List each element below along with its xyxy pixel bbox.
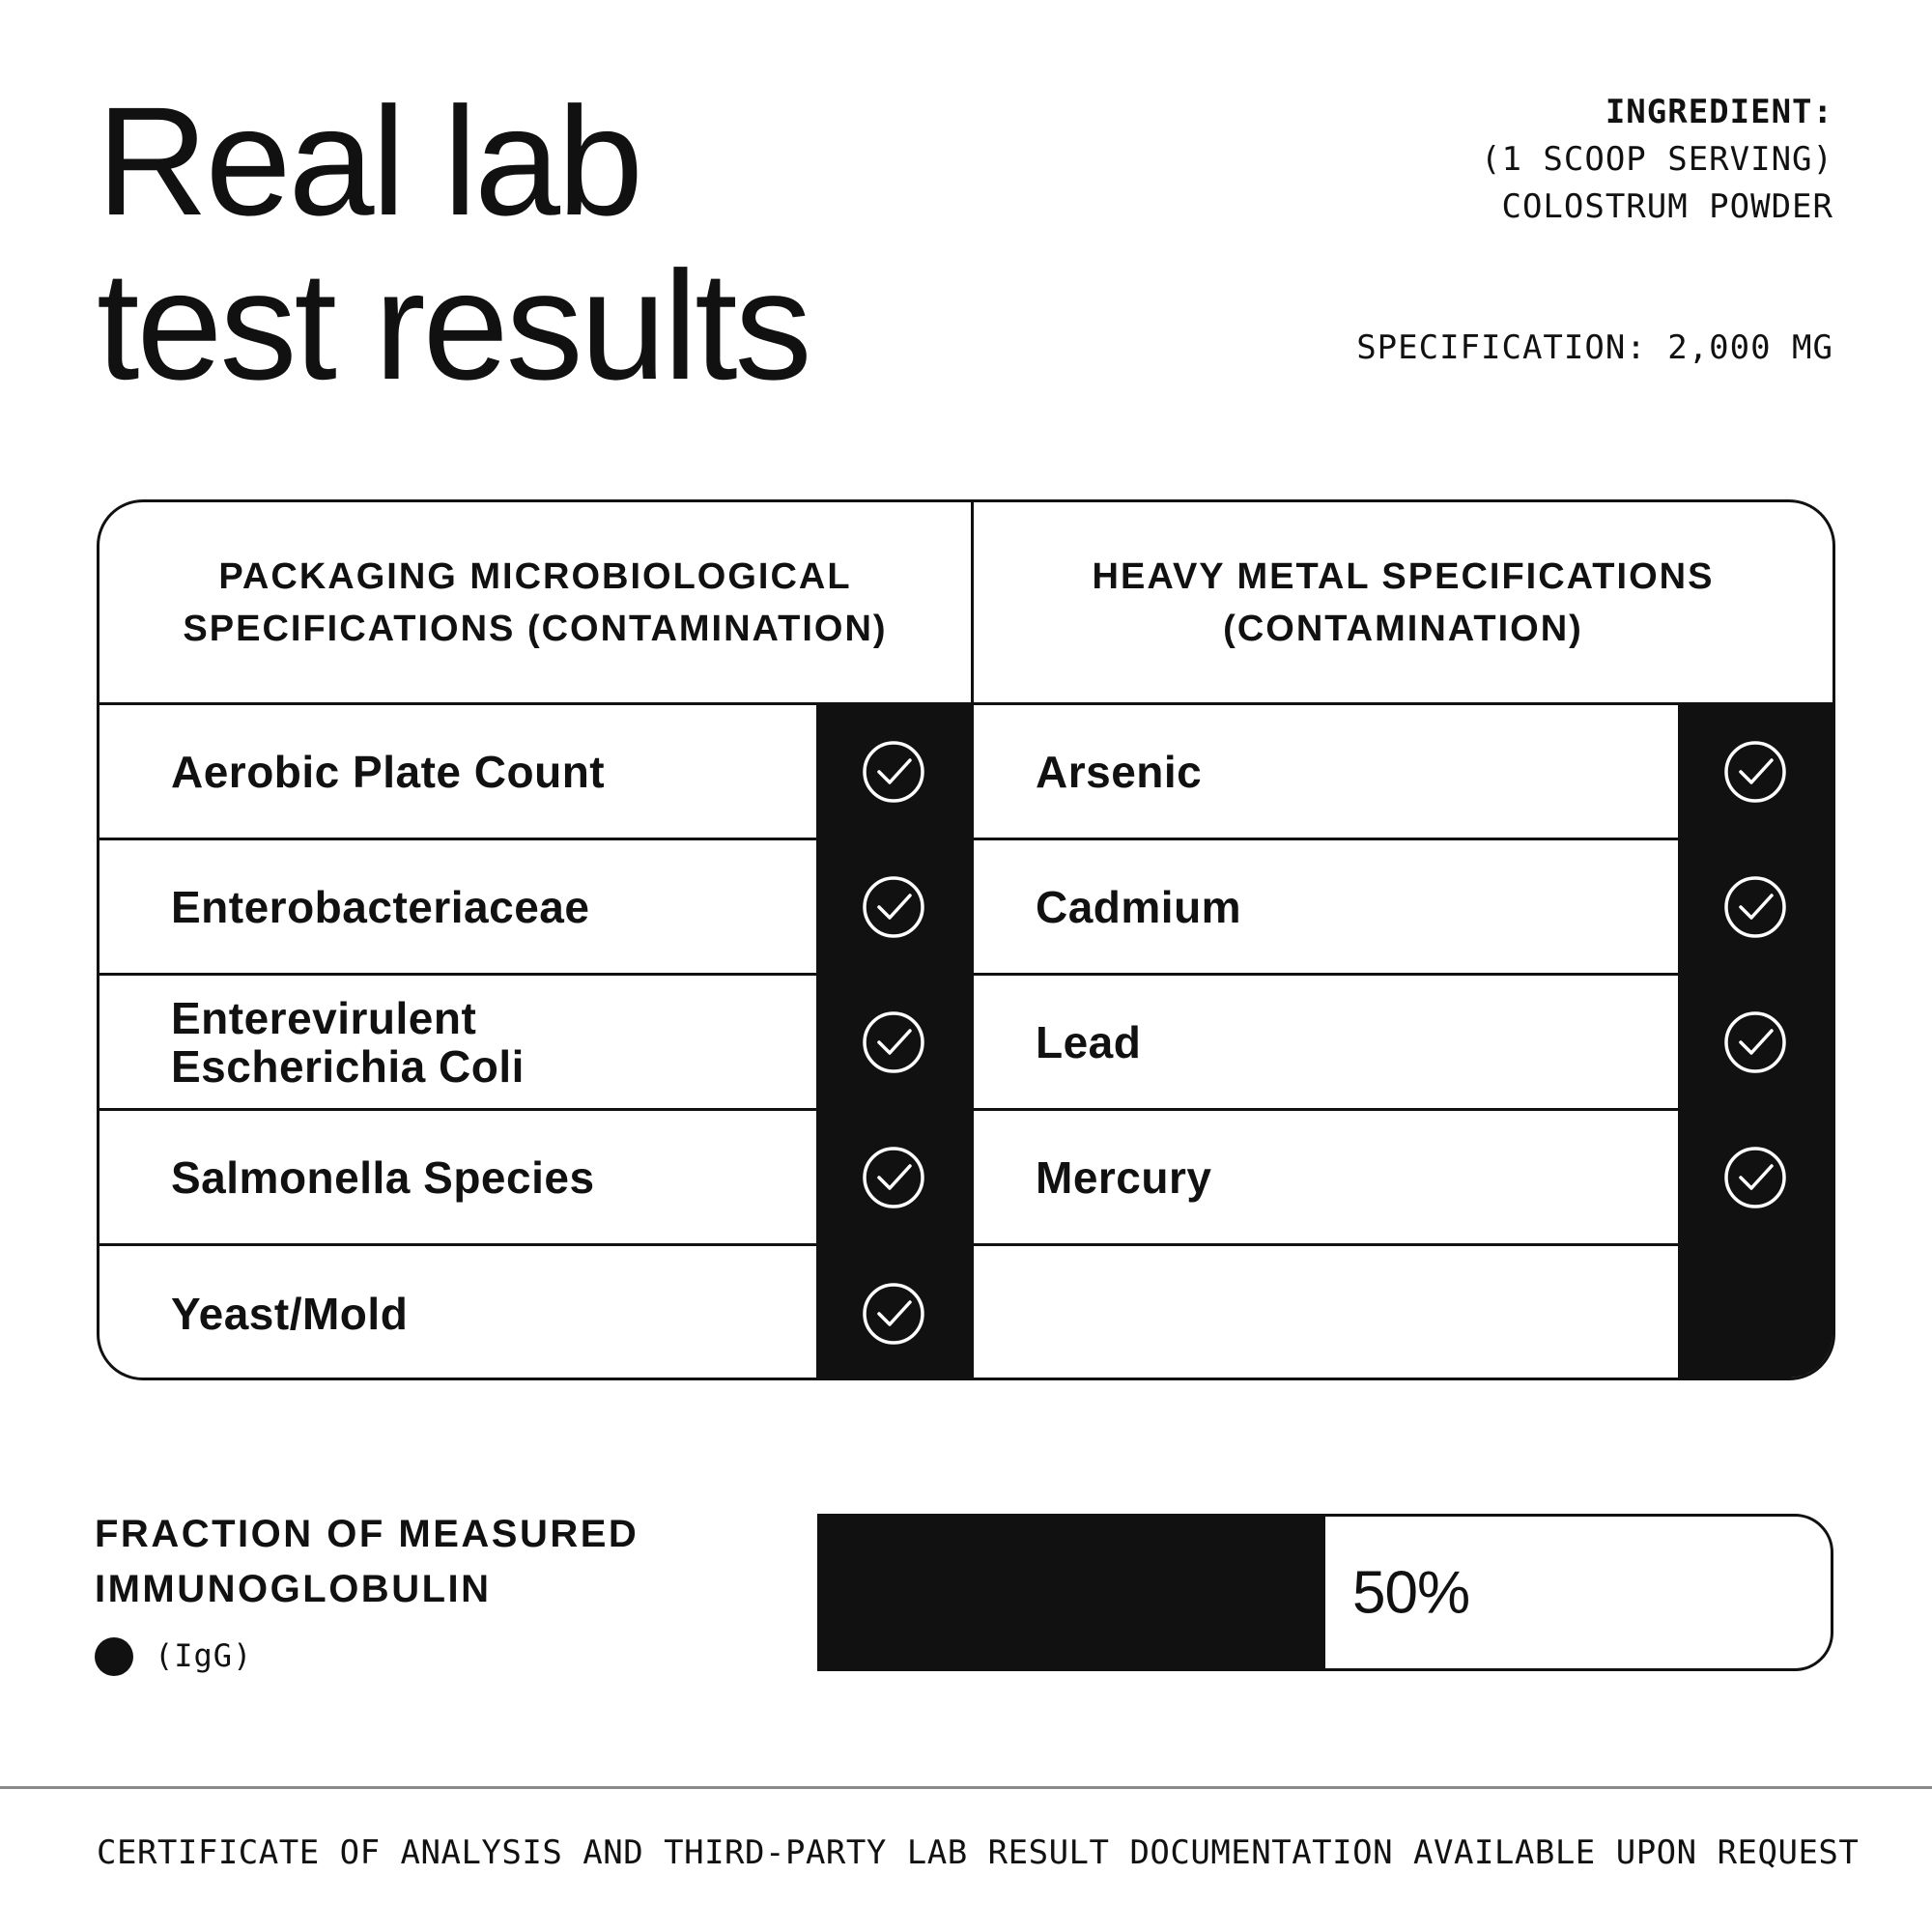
table-row (99, 840, 971, 976)
check-circle-icon (862, 1010, 925, 1074)
table-row (99, 1246, 971, 1380)
check-circle-icon (1723, 740, 1787, 804)
progress-fill (820, 1517, 1325, 1668)
check-cell (1678, 1111, 1833, 1243)
fraction-legend (95, 1629, 639, 1684)
table-row (974, 1111, 1833, 1246)
ingredient-name: COLOSTRUM POWDER (1501, 187, 1833, 226)
check-cell (816, 976, 971, 1108)
legend-dot-icon (95, 1637, 133, 1676)
row-label: Enterobacteriaceae (171, 881, 590, 932)
check-circle-icon (1723, 1010, 1787, 1074)
row-label: Yeast/Mold (171, 1289, 409, 1339)
microbiological-header-line-2: SPECIFICATIONS (CONTAMINATION) (183, 608, 888, 649)
footer-note: CERTIFICATE OF ANALYSIS AND THIRD-PARTY LAB RESULT DOCUMENTATION AVAILABLE UPON REQUEST (97, 1833, 1860, 1872)
results-table (97, 499, 1835, 1380)
check-circle-icon (862, 1146, 925, 1209)
row-label: Mercury (1036, 1151, 1212, 1203)
check-cell (1678, 840, 1833, 973)
check-circle-icon (1723, 1146, 1787, 1209)
check-cell (816, 705, 971, 838)
row-label: Lead (1036, 1016, 1142, 1067)
row-label (99, 994, 816, 1091)
ingredient-spec-block (1356, 89, 1833, 372)
check-circle-icon (1723, 875, 1787, 939)
heavy-metal-header-line-2: (CONTAMINATION) (1223, 608, 1583, 649)
igg-fraction-label (95, 1507, 639, 1684)
table-row (974, 705, 1833, 840)
fraction-line-1: FRACTION OF MEASURED (95, 1513, 639, 1555)
table-row (99, 976, 971, 1111)
igg-progress-bar (817, 1514, 1833, 1671)
table-row (99, 705, 971, 840)
title-line-1: Real lab (97, 74, 641, 247)
heavy-metal-column (974, 502, 1833, 1378)
footer-divider (0, 1786, 1932, 1789)
check-cell (816, 1111, 971, 1243)
title-line-2: test results (97, 239, 810, 412)
specification-value: SPECIFICATION: 2,000 MG (1356, 328, 1833, 367)
page-title (97, 74, 810, 412)
check-cell (816, 1246, 971, 1380)
ingredient-serving: (1 SCOOP SERVING) (1481, 140, 1833, 179)
row-label: Aerobic Plate Count (171, 746, 606, 797)
check-cell (1678, 976, 1833, 1108)
check-circle-icon (862, 740, 925, 804)
microbiological-column (99, 502, 974, 1378)
check-cell (816, 840, 971, 973)
row-label: Salmonella Species (171, 1151, 595, 1203)
row-label: Arsenic (1036, 746, 1203, 797)
check-circle-icon (862, 875, 925, 939)
fraction-line-2: IMMUNOGLOBULIN (95, 1568, 492, 1610)
row-label: Cadmium (1036, 881, 1242, 932)
table-row (974, 840, 1833, 976)
fraction-sub-label: (IgG) (155, 1637, 253, 1674)
check-circle-icon (862, 1282, 925, 1346)
heavy-metal-rows (974, 705, 1833, 1380)
ingredient-title: INGREDIENT: (1605, 93, 1833, 131)
heavy-metal-header (974, 502, 1833, 705)
table-row (99, 1111, 971, 1246)
check-cell (1678, 705, 1833, 838)
row-label-line: Escherichia Coli (171, 1040, 525, 1092)
row-label-line: Enterevirulent (171, 992, 477, 1043)
microbiological-header-line-1: PACKAGING MICROBIOLOGICAL (218, 555, 852, 597)
table-row (974, 1246, 1833, 1380)
microbiological-header (99, 502, 971, 705)
progress-percent-label: 50% (1352, 1559, 1470, 1626)
table-row (974, 976, 1833, 1111)
check-cell (1678, 1246, 1833, 1380)
heavy-metal-header-line-1: HEAVY METAL SPECIFICATIONS (1092, 555, 1715, 597)
microbiological-rows (99, 705, 971, 1380)
